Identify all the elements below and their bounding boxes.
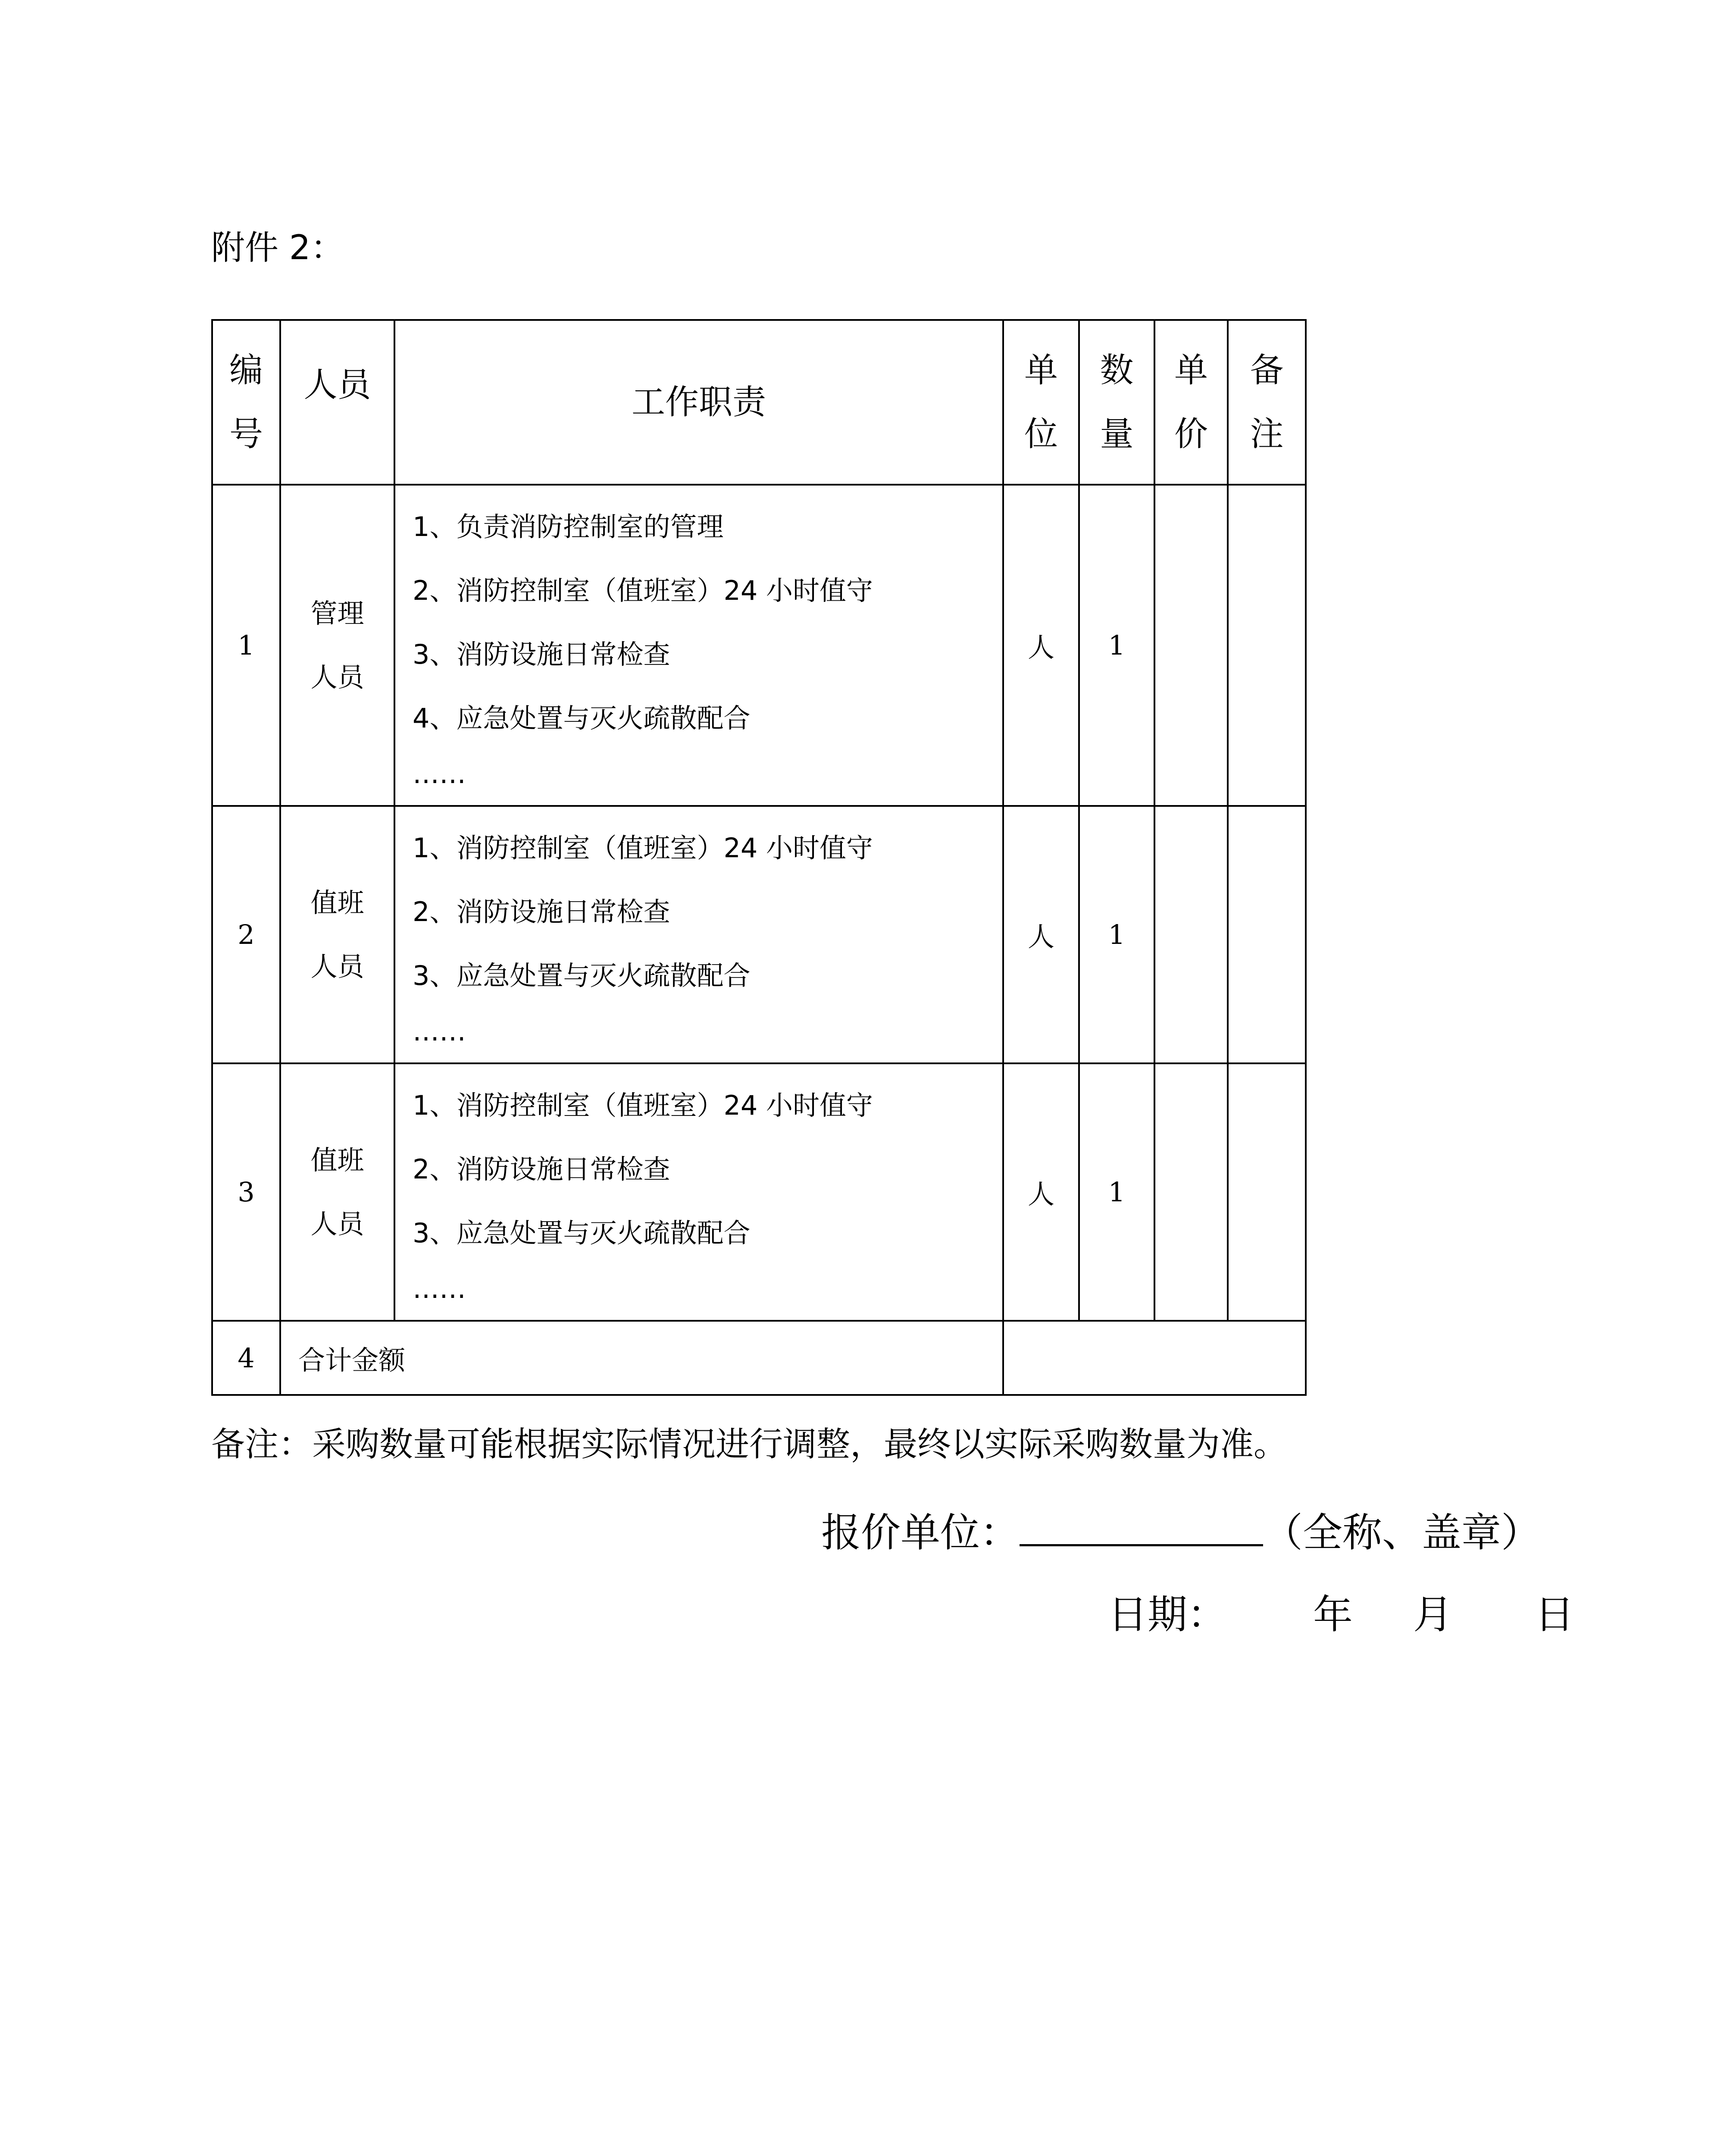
row-note: [1228, 1063, 1306, 1321]
duty-item: 4、应急处置与灭火疏散配合: [413, 702, 751, 734]
duty-ellipsis: ……: [413, 1273, 466, 1304]
row-role: [280, 485, 394, 806]
header-no: [212, 320, 280, 485]
row-role: [280, 806, 394, 1063]
header-qty-line1: 数: [1100, 351, 1134, 390]
date-label: 日期：: [1108, 1592, 1227, 1638]
header-duties: 工作职责: [394, 320, 1003, 485]
attachment-title: 附件 2：: [211, 229, 344, 267]
duty-item: 3、应急处置与灭火疏散配合: [413, 1217, 751, 1249]
header-no-line2: 号: [229, 415, 263, 454]
row-duties: [394, 1063, 1003, 1321]
total-row: [212, 1321, 1306, 1395]
header-qty: [1079, 320, 1154, 485]
row-role-line2: 人员: [310, 661, 364, 693]
row-note: [1228, 806, 1306, 1063]
header-qty-line2: 量: [1100, 415, 1134, 454]
row-price: [1154, 485, 1228, 806]
table-header-row: [212, 320, 1306, 485]
signature-line: [821, 1505, 1541, 1561]
total-amount: [1003, 1321, 1306, 1395]
date-year: 年: [1313, 1592, 1353, 1638]
date-month: 月: [1413, 1592, 1453, 1638]
duty-item: 2、消防设施日常检查: [413, 1153, 670, 1185]
header-unit-line2: 位: [1024, 415, 1058, 454]
duty-item: 1、消防控制室（值班室）24 小时值守: [413, 832, 873, 864]
row-no: 2: [212, 806, 280, 1063]
row-role-line1: 值班: [310, 887, 364, 918]
header-note-line1: 备: [1250, 351, 1284, 390]
row-note: [1228, 485, 1306, 806]
row-role-line1: 管理: [310, 597, 364, 629]
row-qty: 1: [1079, 1063, 1154, 1321]
header-price-line2: 价: [1174, 415, 1208, 454]
table-row: [212, 1063, 1306, 1321]
date-day: 日: [1535, 1592, 1575, 1638]
header-price: [1154, 320, 1228, 485]
row-price: [1154, 806, 1228, 1063]
header-price-line1: 单: [1174, 351, 1208, 390]
duty-item: 1、消防控制室（值班室）24 小时值守: [413, 1090, 873, 1121]
signature-label: 报价单位：: [821, 1510, 1020, 1556]
row-duties: [394, 806, 1003, 1063]
row-unit: 人: [1003, 806, 1079, 1063]
table-row: [212, 806, 1306, 1063]
row-role-line2: 人员: [310, 950, 364, 982]
total-row-no: 4: [212, 1321, 280, 1395]
duty-item: 2、消防设施日常检查: [413, 896, 670, 928]
row-role-line2: 人员: [310, 1208, 364, 1240]
row-qty: 1: [1079, 806, 1154, 1063]
duty-item: 1、负责消防控制室的管理: [413, 511, 724, 542]
row-role: [280, 1063, 394, 1321]
header-unit-line1: 单: [1024, 351, 1058, 390]
duty-item: 3、消防设施日常检查: [413, 639, 670, 670]
date-line: [1108, 1587, 1574, 1643]
row-duties: [394, 485, 1003, 806]
row-no: 3: [212, 1063, 280, 1321]
row-role-line1: 值班: [310, 1144, 364, 1176]
quote-table: [211, 319, 1307, 1396]
signature-blank[interactable]: [1020, 1505, 1263, 1546]
row-qty: 1: [1079, 485, 1154, 806]
remark-note: 备注：采购数量可能根据实际情况进行调整，最终以实际采购数量为准。: [211, 1425, 1288, 1464]
row-price: [1154, 1063, 1228, 1321]
header-unit: [1003, 320, 1079, 485]
table-row: [212, 485, 1306, 806]
header-note: [1228, 320, 1306, 485]
header-no-line1: 编: [229, 351, 263, 390]
duty-ellipsis: ……: [413, 758, 466, 790]
header-note-line2: 注: [1250, 415, 1284, 454]
row-unit: 人: [1003, 485, 1079, 806]
duty-item: 2、消防控制室（值班室）24 小时值守: [413, 575, 873, 606]
duty-ellipsis: ……: [413, 1015, 466, 1047]
duty-item: 3、应急处置与灭火疏散配合: [413, 960, 751, 991]
row-unit: 人: [1003, 1063, 1079, 1321]
row-no: 1: [212, 485, 280, 806]
signature-suffix: （全称、盖章）: [1263, 1510, 1541, 1556]
header-person: 人员: [280, 320, 394, 485]
total-label: 合计金额: [280, 1321, 1003, 1395]
